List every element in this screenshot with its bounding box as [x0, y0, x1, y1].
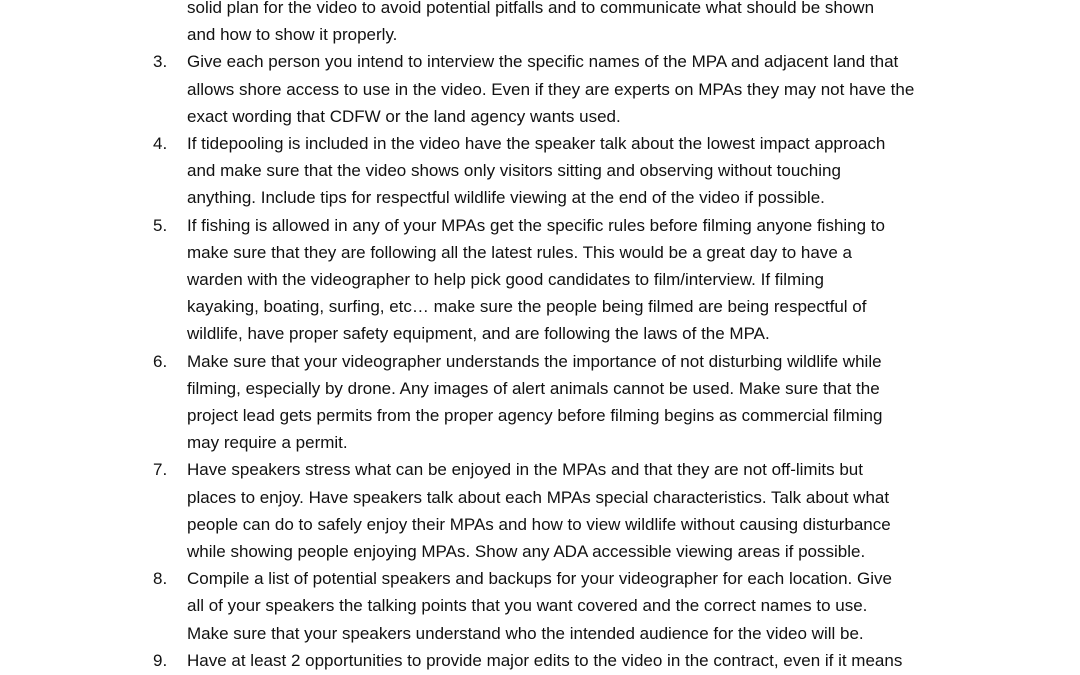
list-item: [0, 130, 1080, 212]
list-item-number: 9.: [153, 650, 168, 670]
list-item-line: Compile a list of potential speakers and backups for your videographer for each location. Give: [187, 569, 892, 589]
list-item-line: Have speakers stress what can be enjoyed in the MPAs and that they are not off-limits but: [187, 460, 863, 480]
list-item-line: Make sure that your speakers understand who the intended audience for the video will be.: [187, 623, 864, 643]
list-item: [0, 212, 1080, 348]
list-item-number: 5.: [153, 215, 168, 235]
list-item-line: all of your speakers the talking points that you want covered and the correct names to use.: [187, 596, 868, 616]
list-item-line: wildlife, have proper safety equipment, and are following the laws of the MPA.: [187, 324, 770, 344]
list-item-line: Make sure that your videographer understands the importance of not disturbing wildlife while: [187, 351, 882, 371]
list-item-line: project lead gets permits from the proper agency before filming begins as commercial filming: [187, 406, 883, 426]
list-item-line: and make sure that the video shows only visitors sitting and observing without touching: [187, 161, 841, 181]
list-item-line: places to enjoy. Have speakers talk about each MPAs special characteristics. Talk about what: [187, 487, 890, 507]
list-item-line: people can do to safely enjoy their MPAs and how to view wildlife without causing disturbance: [187, 514, 891, 534]
list-item: [0, 565, 1080, 647]
list-item-line: warden with the videographer to help pick good candidates to film/interview. If filming: [187, 270, 824, 290]
list-item-number: 6.: [153, 351, 168, 371]
list-item-number: 3.: [153, 52, 168, 72]
list-item-line: may require a permit.: [187, 433, 348, 453]
list-item-line: If fishing is allowed in any of your MPAs get the specific rules before filming anyone fishing to: [187, 215, 885, 235]
list-item-line: while showing people enjoying MPAs. Show any ADA accessible viewing areas if possible.: [187, 542, 866, 562]
list-item-line: kayaking, boating, surfing, etc… make sure the people being filmed are being respectful of: [187, 297, 867, 317]
list-item-line: and how to show it properly.: [187, 25, 398, 45]
list-item-line: allows shore access to use in the video. Even if they are experts on MPAs they may not have the: [187, 79, 915, 99]
list-item-number: 7.: [153, 460, 168, 480]
list-item-line: Have at least 2 opportunities to provide major edits to the video in the contract, even if it means: [187, 650, 903, 670]
list-item-number: 4.: [153, 134, 168, 154]
list-item-line: anything. Include tips for respectful wildlife viewing at the end of the video if possible.: [187, 188, 825, 208]
list-item-number: 8.: [153, 569, 168, 589]
list-item: [0, 348, 1080, 457]
list-item-line: solid plan for the video to avoid potential pitfalls and to communicate what should be shown: [187, 0, 875, 17]
list-item-line: Give each person you intend to interview the specific names of the MPA and adjacent land that: [187, 52, 899, 72]
list-item: [0, 456, 1080, 565]
list-item-line: exact wording that CDFW or the land agency wants used.: [187, 106, 621, 126]
list-item-continuation: [0, 0, 1080, 48]
list-item-line: filming, especially by drone. Any images of alert animals cannot be used. Make sure that the: [187, 378, 880, 398]
list-item: [0, 48, 1080, 130]
list-item-line: If tidepooling is included in the video have the speaker talk about the lowest impact approach: [187, 134, 886, 154]
list-item: [0, 647, 1080, 674]
list-item-line: make sure that they are following all the latest rules. This would be a great day to have a: [187, 242, 852, 262]
